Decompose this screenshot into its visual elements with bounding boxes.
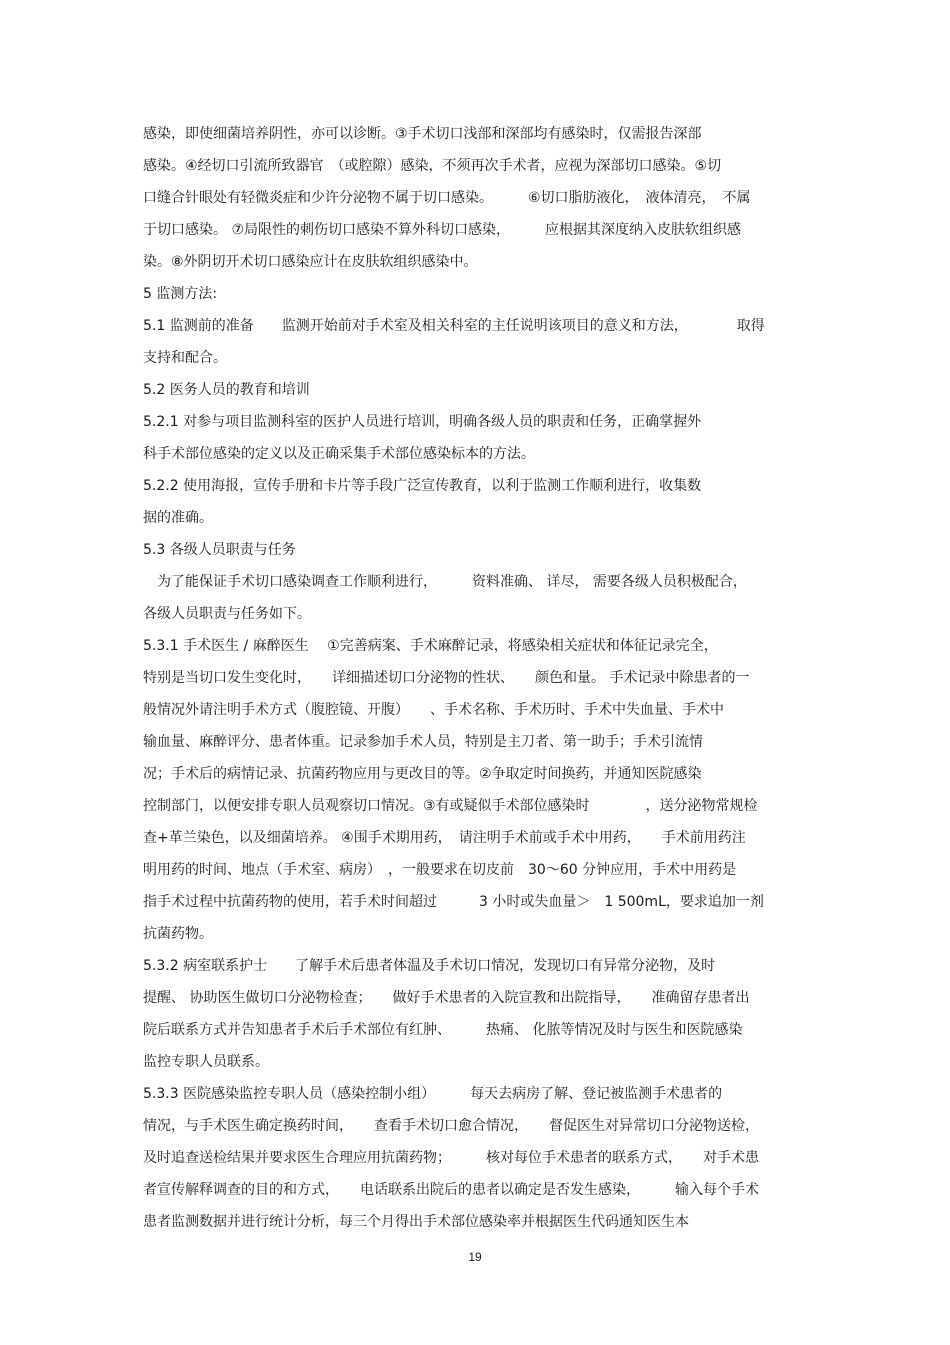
text-line: 支持和配合。 [143, 350, 227, 366]
text-line: 况；手术后的病情记录、抗菌药物应用与更改目的等。②争取定时间换药，并通知医院感染 [143, 766, 702, 782]
section-heading: 5 监测方法: [143, 286, 218, 302]
text-line: 患者监测数据并进行统计分析，每三个月得出手术部位感染率并根据医生代码通知医生本 [143, 1214, 689, 1230]
text-line: 明用药的时间、地点（手术室、病房） ，一般要求在切皮前 30～60 分钟应用，手术中用药是 [143, 862, 737, 878]
text-line: 监控专职人员联系。 [143, 1054, 269, 1070]
text-line: 5.2.1 对参与项目监测科室的医护人员进行培训，明确各级人员的职责和任务，正确掌握外 [143, 414, 702, 430]
text-line: 为了能保证手术切口感染调查工作顺利进行， 资料准确、 详尽， 需要各级人员积极配合， [143, 574, 747, 590]
text-line: 院后联系方式并告知患者手术后手术部位有红肿、 热痛、 化脓等情况及时与医生和医院感染 [143, 1022, 743, 1038]
text-line: 5.1 监测前的准备 监测开始前对手术室及相关科室的主任说明该项目的意义和方法， 取得 [143, 318, 765, 334]
text-line: 感染。④经切口引流所致器官 （或腔隙）感染，不须再次手术者，应视为深部切口感染。⑤切 [143, 158, 722, 174]
text-line: 般情况外请注明手术方式（腹腔镜、开腹） 、手术名称、手术历时、手术中失血量、手术中 [143, 702, 724, 718]
text-line: 5.3.3 医院感染监控专职人员（感染控制小组） 每天去病房了解、登记被监测手术患者的 [143, 1086, 723, 1102]
text-line: 据的准确。 [143, 510, 213, 526]
text-line: 者宣传解释调查的目的和方式， 电话联系出院后的患者以确定是否发生感染， 输入每个手术 [143, 1182, 759, 1198]
text-line: 染。⑧外阴切开术切口感染应计在皮肤软组织感染中。 [143, 254, 478, 270]
text-line: 抗菌药物。 [143, 926, 213, 942]
section-heading: 5.2 医务人员的教育和培训 [143, 382, 310, 398]
text-line: 5.3.2 病室联系护士 了解手术后患者体温及手术切口情况，发现切口有异常分泌物，及时 [143, 958, 716, 974]
text-line: 指手术过程中抗菌药物的使用，若手术时间超过 3 小时或失血量＞ 1 500mL，要求追加一剂 [143, 894, 764, 910]
text-line: 及时追查送检结果并要求医生合理应用抗菌药物； 核对每位手术患者的联系方式， 对手术患 [143, 1150, 759, 1166]
text-line: 口缝合针眼处有轻微炎症和少许分泌物不属于切口感染。 ⑥切口脂肪液化， 液体清亮， 不属 [143, 190, 751, 206]
page-number: 19 [468, 1250, 482, 1264]
text-line: 控制部门，以便安排专职人员观察切口情况。③有或疑似手术部位感染时 ，送分泌物常规检 [143, 798, 758, 814]
text-line: 科手术部位感染的定义以及正确采集手术部位感染标本的方法。 [143, 446, 535, 462]
text-line: 查+革兰染色，以及细菌培养。 ④围手术期用药， 请注明手术前或手术中用药， 手术前用药注 [143, 830, 746, 846]
section-heading: 5.3 各级人员职责与任务 [143, 542, 296, 558]
text-line: 特别是当切口发生变化时， 详细描述切口分泌物的性状、 颜色和量。 手术记录中除患者的一 [143, 670, 750, 686]
text-line: 5.3.1 手术医生 / 麻醉医生 ①完善病案、手术麻醉记录，将感染相关症状和体征记录完全， [143, 638, 718, 654]
text-line: 于切口感染。 ⑦局限性的刺伤切口感染不算外科切口感染， 应根据其深度纳入皮肤软组织感 [143, 222, 741, 238]
text-line: 感染，即使细菌培养阴性，亦可以诊断。③手术切口浅部和深部均有感染时，仅需报告深部 [143, 126, 702, 142]
text-line: 情况，与手术医生确定换药时间， 查看手术切口愈合情况， 督促医生对异常切口分泌物送检， [143, 1118, 759, 1134]
text-line: 提醒、 协助医生做切口分泌物检查； 做好手术患者的入院宣教和出院指导， 准确留存患者出 [143, 990, 750, 1006]
text-line: 输血量、麻醉评分、患者体重。记录参加手术人员，特别是主刀者、第一助手；手术引流情 [143, 734, 703, 750]
text-line: 5.2.2 使用海报，宣传手册和卡片等手段广泛宣传教育，以利于监测工作顺利进行，收集数 [143, 478, 702, 494]
text-line: 各级人员职责与任务如下。 [143, 606, 311, 622]
